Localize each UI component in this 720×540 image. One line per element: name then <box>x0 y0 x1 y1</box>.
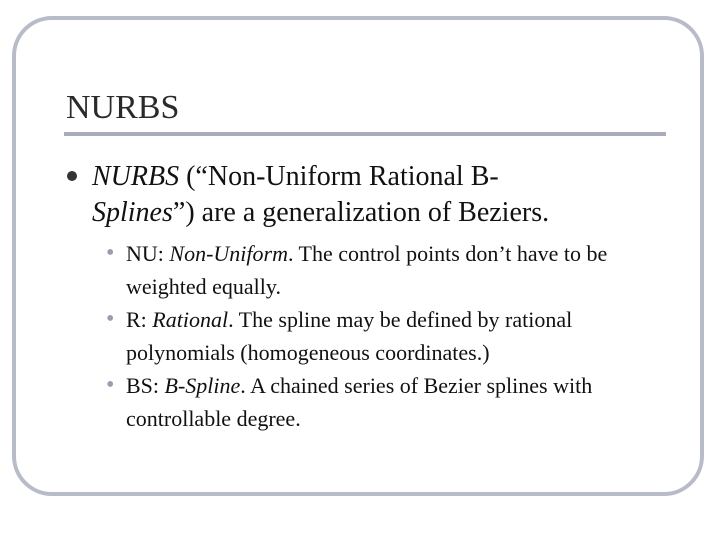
sub-bullet-rest: . The control points don’t have to be weighted equally. <box>126 241 608 299</box>
main-bullet-text <box>92 159 672 231</box>
sub-bullet-dot-icon: • <box>106 240 115 266</box>
sub-bullet-italic: B-Spline <box>164 373 241 398</box>
sub-bullet-rest: . The spline may be defined by rational polynomials (homogeneous coordinates.) <box>126 307 573 365</box>
title-underline <box>64 132 666 136</box>
sub-bullet-dot-icon: • <box>106 306 115 332</box>
sub-bullet-prefix: R: <box>126 307 153 332</box>
sub-bullet-prefix: NU: <box>126 241 170 266</box>
sub-bullet-r <box>104 303 684 369</box>
main-bullet-rest-line1: (“Non-Uniform Rational B- <box>179 161 499 192</box>
sub-bullet-dot-icon: • <box>106 372 115 398</box>
slide-title: NURBS <box>66 89 180 126</box>
sub-bullet-italic: Non-Uniform <box>169 241 288 266</box>
sub-bullet-nu <box>104 237 684 303</box>
sub-bullet-list <box>104 237 684 435</box>
sub-bullet-prefix: BS: <box>126 373 165 398</box>
main-bullet-line2-rest: ”) are a generalization of Beziers. <box>172 197 550 228</box>
sub-bullet-rest: . A chained series of Bezier splines with controllable degree. <box>126 373 593 431</box>
sub-bullet-bs <box>104 369 684 435</box>
sub-bullet-italic: Rational <box>152 307 229 332</box>
main-bullet-dot-icon <box>67 171 77 181</box>
main-bullet-line2-italic: Splines <box>92 197 173 228</box>
main-bullet-italic: NURBS <box>92 161 180 192</box>
